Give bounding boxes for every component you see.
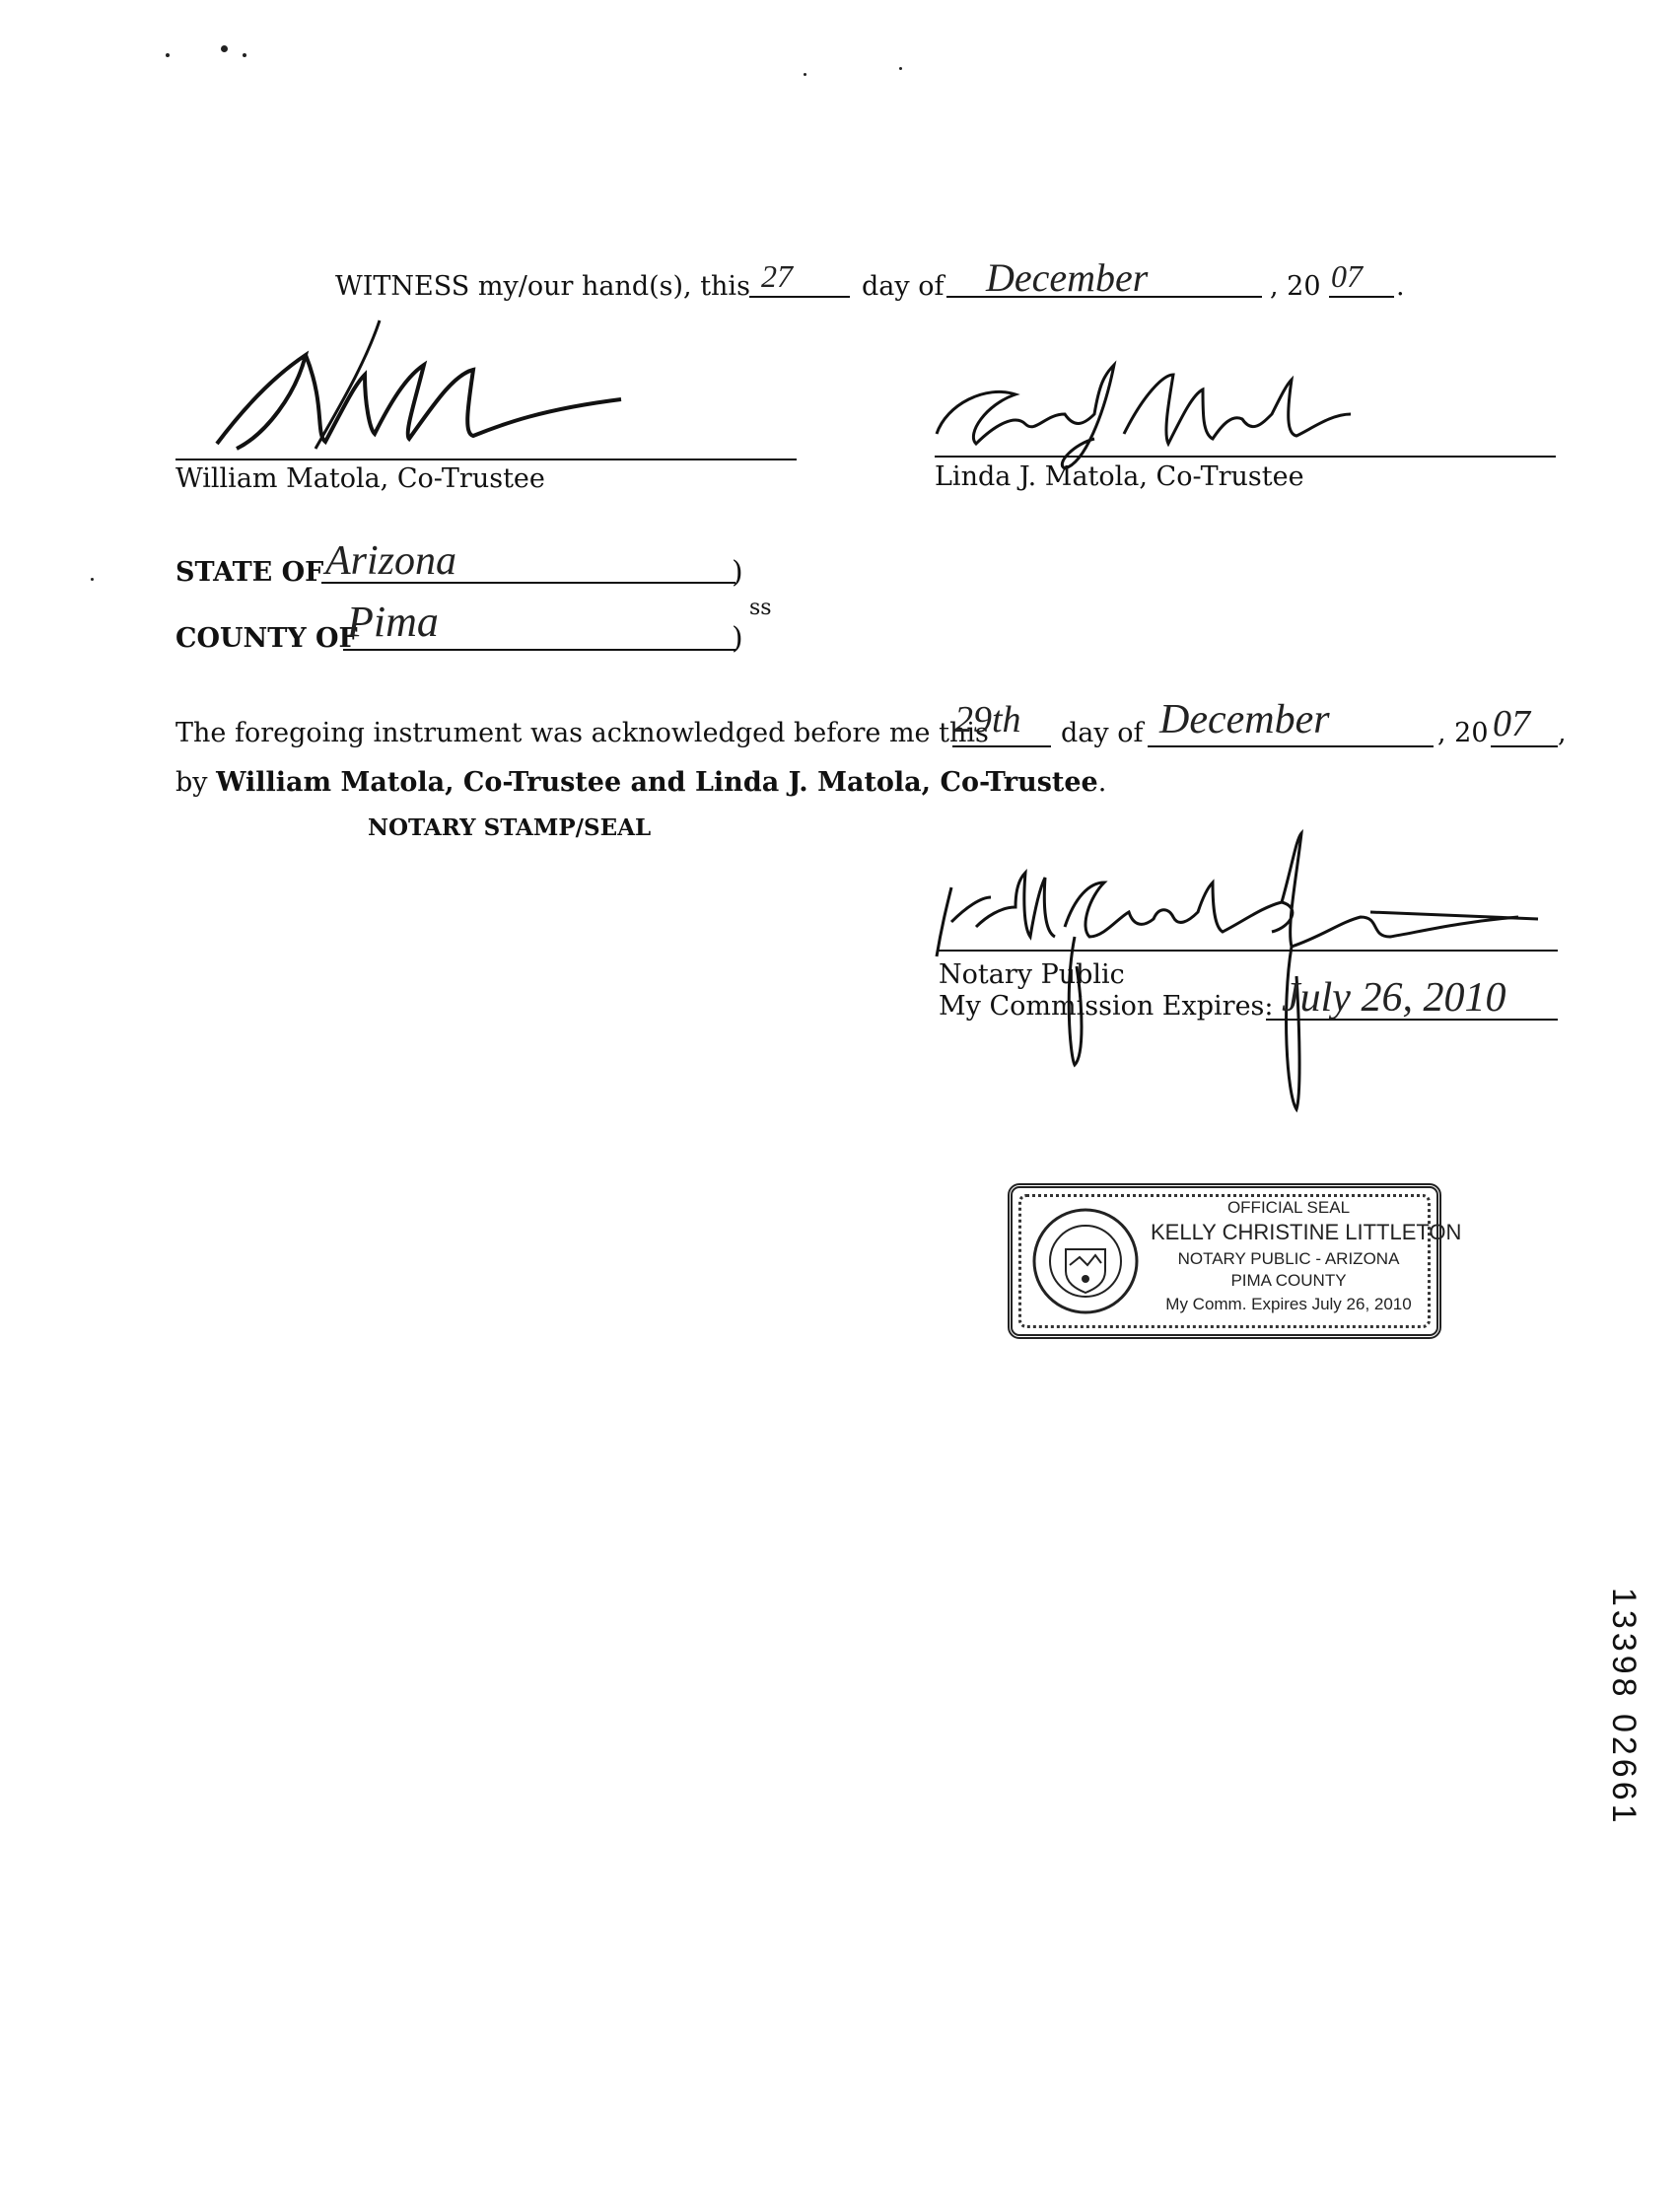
signature-line-linda bbox=[935, 456, 1556, 458]
witness-period: . bbox=[1396, 271, 1405, 302]
scan-speck bbox=[91, 578, 94, 581]
signature-scribble bbox=[207, 316, 631, 463]
ack-month-line bbox=[1148, 745, 1434, 747]
witness-year-line bbox=[1329, 296, 1394, 298]
state-label: STATE OF bbox=[175, 557, 324, 588]
ack-day-value: 29th bbox=[954, 699, 1021, 741]
ack-parties: William Matola, Co-Trustee and Linda J. Matola, Co-Trustee bbox=[216, 767, 1098, 798]
state-seal-emblem bbox=[1030, 1206, 1141, 1316]
ack-year-prefix: , 20 bbox=[1437, 718, 1489, 748]
commission-label: My Commission Expires: bbox=[939, 991, 1274, 1022]
ack-text: The foregoing instrument was acknowledged before me this bbox=[175, 718, 989, 748]
ack-year-line bbox=[1491, 745, 1558, 747]
official-seal-stamp bbox=[1008, 1183, 1462, 1339]
scan-speck bbox=[899, 67, 902, 70]
ss-label: ss bbox=[749, 596, 772, 620]
signature-line-william bbox=[175, 459, 797, 460]
ack-by-line bbox=[175, 767, 1106, 798]
ack-day-of: day of bbox=[1061, 718, 1144, 748]
signature-william-matola bbox=[207, 316, 631, 463]
ack-by: by bbox=[175, 767, 208, 798]
signer-william-label: William Matola, Co-Trustee bbox=[175, 463, 545, 494]
document-number bbox=[1607, 1588, 1646, 1864]
notary-title: Notary Public bbox=[939, 959, 1125, 990]
document-number-text: 13398 02661 bbox=[1605, 1588, 1643, 1827]
arizona-seal-icon bbox=[1030, 1206, 1141, 1316]
notary-signature-line bbox=[937, 950, 1558, 952]
ack-year-value: 07 bbox=[1493, 703, 1530, 744]
bracket: ) bbox=[732, 555, 743, 590]
county-label: COUNTY OF bbox=[175, 623, 358, 654]
witness-day-of: day of bbox=[862, 271, 945, 302]
notary-stamp-label: NOTARY STAMP/SEAL bbox=[368, 814, 652, 841]
witness-day-value: 27 bbox=[761, 258, 793, 294]
bracket: ) bbox=[732, 621, 743, 656]
witness-day-line bbox=[749, 296, 850, 298]
witness-year-value: 07 bbox=[1331, 258, 1363, 294]
seal-line-official: OFFICIAL SEAL bbox=[1226, 1198, 1351, 1217]
signer-linda-label: Linda J. Matola, Co-Trustee bbox=[935, 461, 1304, 492]
ack-period: . bbox=[1097, 767, 1107, 798]
ack-month-value: December bbox=[1159, 697, 1330, 742]
commission-value: July 26, 2010 bbox=[1282, 975, 1506, 1021]
seal-line-title: NOTARY PUBLIC - ARIZONA bbox=[1177, 1249, 1400, 1268]
seal-line-name: KELLY CHRISTINE LITTLETON bbox=[1151, 1220, 1462, 1244]
scan-speck bbox=[221, 45, 228, 52]
witness-month-value: December bbox=[986, 255, 1149, 300]
state-value: Arizona bbox=[325, 538, 457, 584]
ack-day-line bbox=[952, 745, 1051, 747]
witness-year-prefix: , 20 bbox=[1270, 271, 1321, 302]
seal-line-expires: My Comm. Expires July 26, 2010 bbox=[1165, 1295, 1412, 1313]
seal-line-county: PIMA COUNTY bbox=[1230, 1271, 1347, 1290]
scan-speck bbox=[804, 73, 806, 76]
scan-speck bbox=[243, 53, 246, 57]
scan-speck bbox=[166, 53, 170, 57]
county-line bbox=[343, 649, 735, 651]
witness-prefix: WITNESS my/our hand(s), this bbox=[335, 271, 750, 302]
ack-comma: , bbox=[1558, 718, 1567, 748]
county-value: Pima bbox=[347, 598, 439, 646]
